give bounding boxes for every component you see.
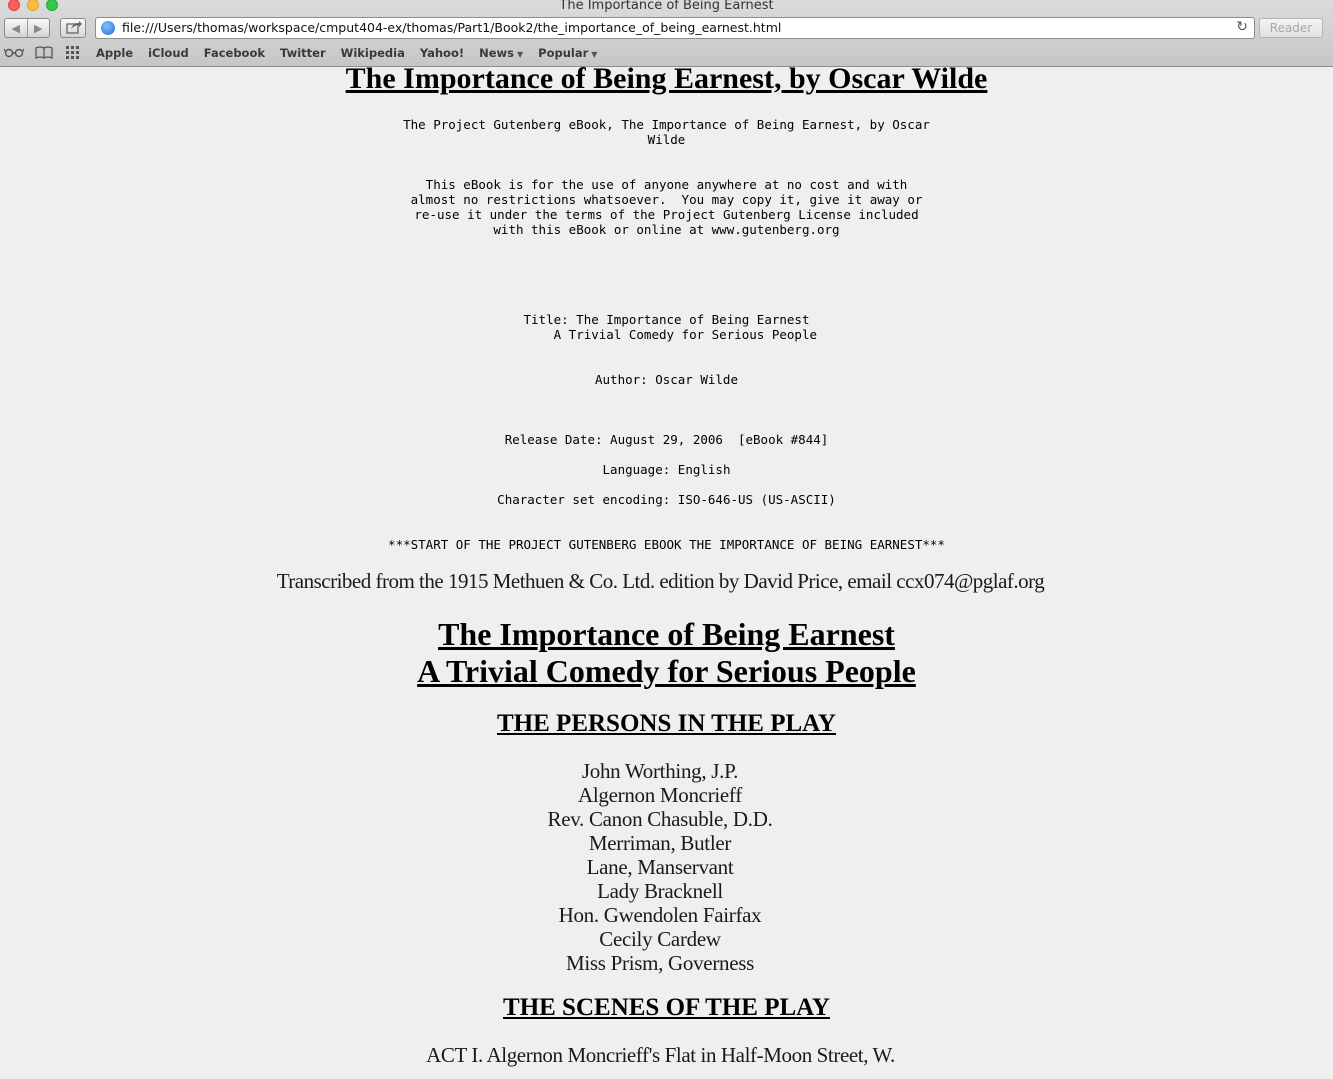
list-item: Merriman, Butler (588, 831, 732, 855)
gutenberg-header: The Project Gutenberg eBook, The Importance of Being Earnest, by Oscar Wilde (403, 117, 930, 147)
list-item: Lady Bracknell (597, 879, 723, 903)
list-item: Cecily Cardew (599, 927, 721, 951)
reading-list-icon[interactable] (4, 46, 24, 61)
bookmark-icloud[interactable]: iCloud (148, 46, 189, 60)
transcription-note: Transcribed from the 1915 Methuen & Co. Ltd. edition by David Price, email ccx074@pglaf.org (276, 569, 1045, 593)
reload-icon[interactable]: ↻ (1236, 19, 1248, 35)
back-arrow-icon: ◀ (11, 21, 20, 35)
list-item: John Worthing, J.P. (581, 759, 739, 783)
list-item: Lane, Manservant (586, 855, 734, 879)
list-item: Algernon Moncrieff (578, 783, 742, 807)
release-date: Release Date: August 29, 2006 [eBook #844] (504, 432, 829, 447)
list-item: Rev. Canon Chasuble, D.D. (547, 807, 773, 831)
scenes-heading: THE SCENES OF THE PLAY (503, 994, 830, 1021)
nav-buttons (4, 18, 50, 38)
chevron-down-icon: ▼ (517, 50, 524, 59)
bookmark-apple[interactable]: Apple (96, 46, 134, 60)
globe-icon (101, 21, 115, 35)
bookmark-yahoo[interactable]: Yahoo! (419, 46, 465, 60)
back-button[interactable] (5, 19, 27, 37)
chevron-down-icon: ▼ (591, 50, 598, 59)
share-button[interactable] (60, 18, 86, 38)
language-line: Language: English (602, 462, 731, 477)
book-subtitle: A Trivial Comedy for Serious People (417, 653, 916, 689)
bookmark-wikipedia[interactable]: Wikipedia (340, 46, 405, 60)
persons-list (0, 759, 1320, 975)
forward-arrow-icon: ▶ (34, 21, 43, 35)
bookmark-news-folder[interactable] (479, 46, 523, 60)
url-text: file:///Users/thomas/workspace/cmput404-ex/thomas/Part1/Book2/the_importance_of_being_earnest.html (122, 20, 782, 35)
bookmark-popular-folder[interactable] (538, 46, 597, 60)
book-title: The Importance of Being Earnest (438, 616, 895, 652)
encoding-line: Character set encoding: ISO-646-US (US-ASCII) (497, 492, 836, 507)
persons-heading: THE PERSONS IN THE PLAY (497, 710, 836, 737)
bookmark-facebook[interactable]: Facebook (203, 46, 266, 60)
browser-chrome (0, 0, 1333, 67)
page-content (0, 66, 1333, 1079)
bookmark-twitter[interactable]: Twitter (280, 46, 326, 60)
page-title: The Importance of Being Earnest, by Oscar Wilde (345, 66, 988, 95)
forward-button[interactable] (27, 19, 50, 37)
bookmark-popular-label: Popular (538, 46, 589, 60)
share-icon (61, 19, 85, 37)
reader-button[interactable]: Reader (1259, 18, 1323, 38)
address-bar[interactable] (95, 17, 1255, 39)
start-marker: ***START OF THE PROJECT GUTENBERG EBOOK THE IMPORTANCE OF BEING EARNEST*** (388, 537, 945, 552)
title-bar (0, 0, 1333, 14)
title-block: Title: The Importance of Being Earnest A Trivial Comedy for Serious People (523, 312, 818, 342)
window-title: The Importance of Being Earnest (559, 0, 774, 13)
top-sites-grid-icon[interactable] (66, 46, 80, 62)
author-line: Author: Oscar Wilde (595, 372, 738, 387)
license-text: This eBook is for the use of anyone anywhere at no cost and with almost no restrictions whatsoever. You may copy it, give it away or re-use it under the terms of the Project Gutenberg License included with this eBook or online at www.gutenberg.org (410, 177, 923, 237)
list-item: Miss Prism, Governess (566, 951, 754, 975)
bookmarks-bar (0, 44, 1333, 64)
toolbar (0, 16, 1333, 42)
bookmark-news-label: News (479, 46, 514, 60)
act-one-scene: ACT I. Algernon Moncrieff's Flat in Half-Moon Street, W. (426, 1043, 895, 1067)
bookmark-list (96, 46, 612, 60)
list-item: Hon. Gwendolen Fairfax (558, 903, 762, 927)
bookmarks-book-icon[interactable] (35, 46, 53, 62)
